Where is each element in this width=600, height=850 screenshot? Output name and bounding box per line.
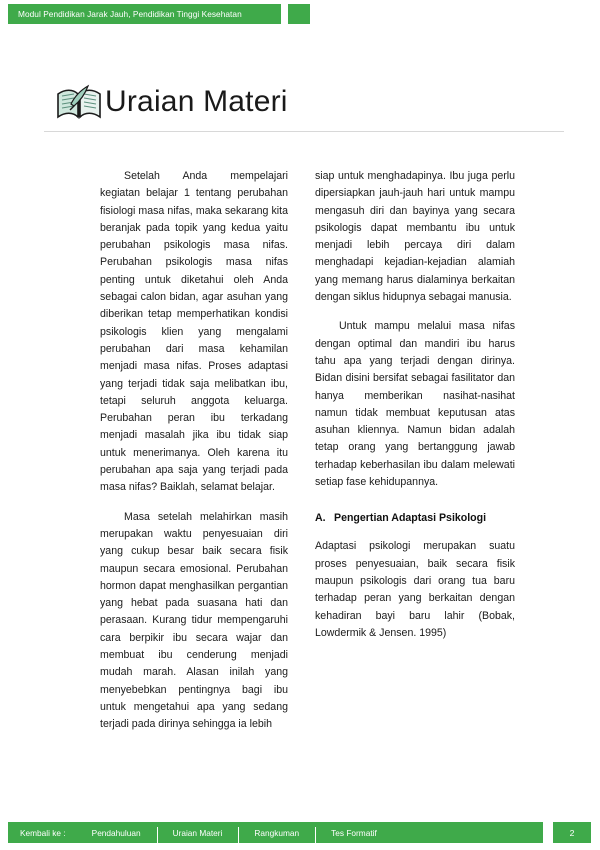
page-header: [0, 4, 600, 26]
footer-back-label: Kembali ke :: [20, 827, 66, 838]
section-letter: A.: [315, 512, 326, 525]
page-footer: [0, 822, 600, 844]
section-body-paragraph: Adaptasi psikologi merupakan suatu proses penyesuaian, baik secara fisik maupun psikologis dari orang tua baru terhadap peran yang berkaitan dengan kehadiran bayi baru lahir (Bobak, Lowdermik & Jensen. 1995): [315, 540, 515, 639]
section-title: Pengertian Adaptasi Psikologi: [334, 512, 487, 525]
paragraph: Masa setelah melahirkan masih merupakan waktu penyesuaian diri yang cukup besar baik secara fisik maupun secara emosional. Perubahan hormon dapat menghasilkan pergantian yang hebat pada suasana hati dan perasaan. Kurang tidur mempengaruhi cara berpikir ibu secara wajar dan membuat ibu cenderung menjadi mudah marah. Alasan inilah yang menyebebkan pentingnya bagi ibu untuk mengetahui apa yang sedang terjadi pada dirinya sehingga ia lebih: [100, 510, 288, 731]
footer-link-uraian-materi[interactable]: Uraian Materi: [157, 828, 239, 838]
left-column: [0, 168, 300, 734]
right-column: [300, 168, 600, 734]
paragraph: siap untuk menghadapinya. Ibu juga perlu dipersiapkan jauh-jauh hari untuk mampu mengasuh diri dan bayinya yang secara psikologis dapat membantu ibu untuk menjadi lebih percaya diri dalam menghadapi kejadian-kejadian alamiah yang memang harus dialaminya berkaitan dengan siklus hidupnya sebagai manusia.: [315, 170, 515, 304]
open-book-icon: [55, 82, 103, 124]
header-accent-square: [288, 4, 310, 24]
page-number-box: [553, 822, 591, 843]
paragraph: Untuk mampu melalui masa nifas dengan optimal dan mandiri ibu harus tahu apa yang terjadi dengan dirinya. Bidan disini bersifat sebagai fasilitator dan hanya memberikan nasihat-nasihat namun tidak membuat keputusan atas asuhan kliennya. Namun bidan adalah tetap orang yang bertanggung jawab terhadap keberhasilan ibu dalam melewati setiap fase kehidupannya.: [315, 320, 515, 489]
article-columns: [0, 168, 600, 734]
page-title: Uraian Materi: [105, 84, 288, 118]
page-number: 2: [569, 827, 575, 838]
paragraph: Setelah Anda mempelajari kegiatan belajar 1 tentang perubahan fisiologi masa nifas, maka sekarang kita beranjak pada topik yang kedua yaitu perubahan psikologis masa nifas. Perubahan psikologis masa nifas penting untuk diketahui oleh Anda sebagai calon bidan, agar asuhan yang diberikan tetap memperhatikan kondisi psikologis klien yang mengalami perubahan dari masa kehamilan menjadi masa nifas. Proses adaptasi yang terjadi tidak saja melibatkan ibu, tetapi seluruh anggota keluarga. Perubahan peran ibu terkadang menjadi masalah jika ibu tidak siap untuk menerimanya. Oleh karena itu perubahan apa saja yang terjadi pada masa nifas? Baiklah, selamat belajar.: [100, 170, 288, 494]
module-banner-label: Modul Pendidikan Jarak Jauh, Pendidikan Tinggi Kesehatan: [18, 9, 242, 19]
footer-navigation-bar: [8, 822, 543, 843]
title-divider: [44, 131, 564, 132]
footer-link-pendahuluan[interactable]: Pendahuluan: [91, 827, 141, 838]
footer-link-tes-formatif[interactable]: Tes Formatif: [315, 828, 393, 838]
footer-link-rangkuman[interactable]: Rangkuman: [238, 828, 315, 838]
module-banner: [8, 4, 281, 24]
page-title-row: [55, 82, 288, 124]
section-heading: [315, 511, 515, 526]
